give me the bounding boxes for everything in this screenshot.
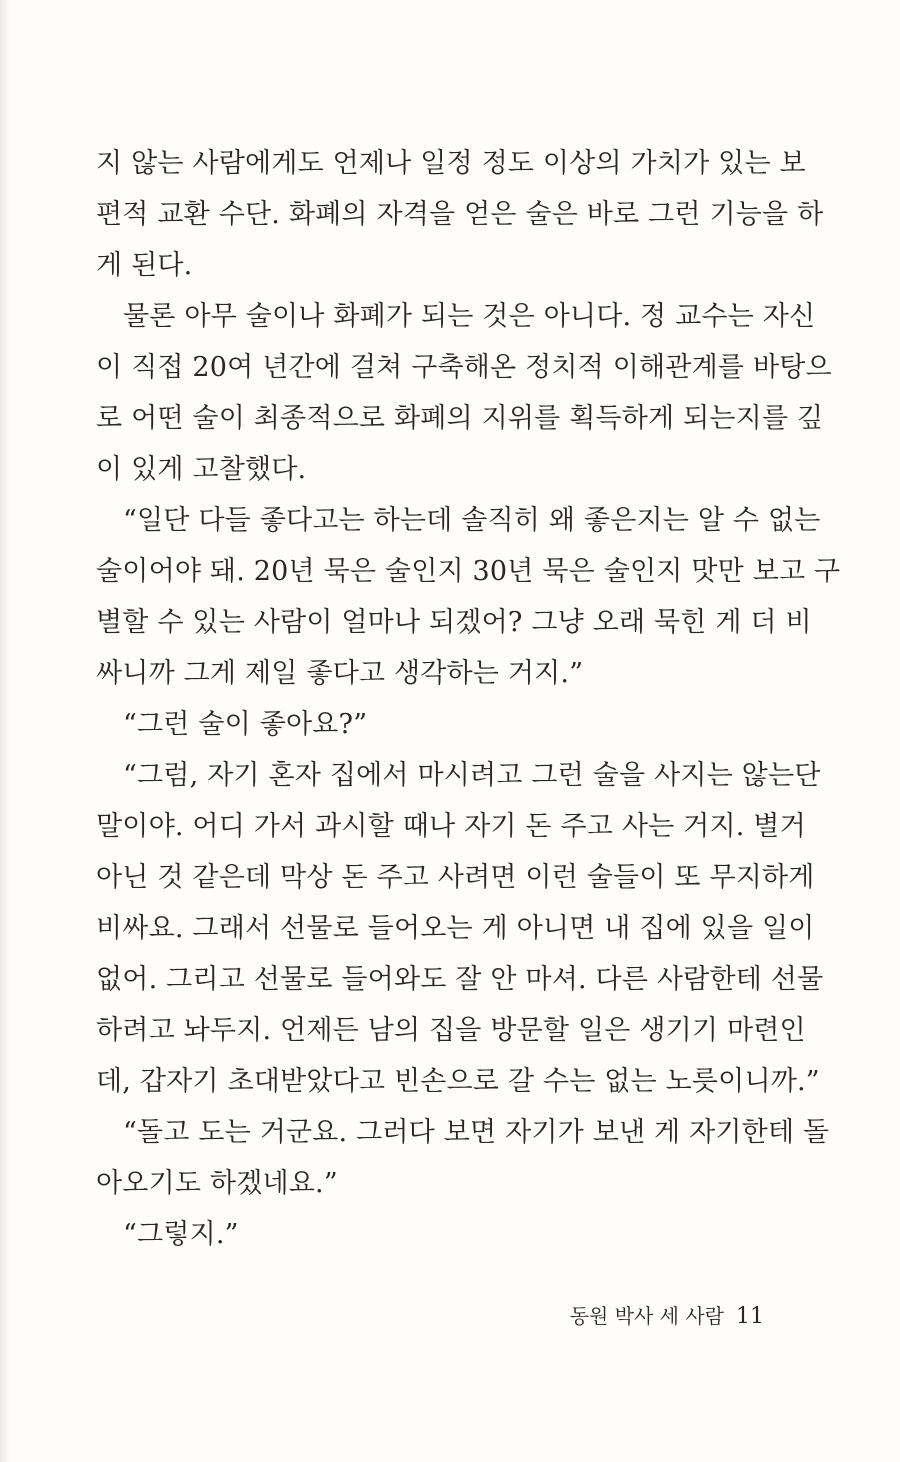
text-line: 아오기도 하겠네요.” (96, 1168, 338, 1199)
text-line: 이 직접 20여 년간에 걸쳐 구축해온 정치적 이해관계를 바탕으 (96, 352, 832, 383)
text-line: 싸니까 그게 제일 좋다고 생각하는 거지.” (96, 658, 584, 689)
text-line: “그렇지.” (123, 1219, 239, 1250)
text-line: 비싸요. 그래서 선물로 들어오는 게 아니면 내 집에 있을 일이 (96, 913, 815, 944)
page-edge-shadow (0, 0, 10, 1462)
text-line: 아닌 것 같은데 막상 돈 주고 사려면 이런 술들이 또 무지하게 (96, 862, 815, 893)
text-line: 하려고 놔두지. 언제든 남의 집을 방문할 일은 생기기 마련인 (96, 1015, 806, 1046)
running-title: 동원 박사 세 사람 (569, 1304, 724, 1328)
text-line: 지 않는 사람에게도 언제나 일정 정도 이상의 가치가 있는 보 (96, 148, 806, 179)
text-line: 별할 수 있는 사람이 얼마나 되겠어? 그냥 오래 묵힌 게 더 비 (96, 607, 812, 638)
text-line: “그럼, 자기 혼자 집에서 마시려고 그런 술을 사지는 않는단 (123, 760, 821, 791)
text-line: “일단 다들 좋다고는 하는데 솔직히 왜 좋은지는 알 수 없는 (123, 505, 821, 536)
text-line: 없어. 그리고 선물로 들어와도 잘 안 마셔. 다른 사람한테 선물 (96, 964, 824, 995)
text-line: 이 있게 고찰했다. (96, 454, 307, 485)
body-text (96, 138, 841, 1260)
text-line: 편적 교환 수단. 화폐의 자격을 얻은 술은 바로 그런 기능을 하 (96, 199, 824, 230)
page-number: 11 (736, 1304, 764, 1329)
text-line: 술이어야 돼. 20년 묵은 술인지 30년 묵은 술인지 맛만 보고 구 (96, 556, 841, 587)
text-line: “그런 술이 좋아요?” (123, 709, 368, 740)
text-line: 말이야. 어디 가서 과시할 때나 자기 돈 주고 사는 거지. 별거 (96, 811, 806, 842)
text-line: 물론 아무 술이나 화폐가 되는 것은 아니다. 정 교수는 자신 (123, 301, 816, 332)
text-line: 게 된다. (96, 250, 193, 281)
text-line: 로 어떤 술이 최종적으로 화폐의 지위를 획득하게 되는지를 깊 (96, 403, 824, 434)
text-line: 데, 갑자기 초대받았다고 빈손으로 갈 수는 없는 노릇이니까.” (96, 1066, 820, 1097)
text-line: “돌고 도는 거군요. 그러다 보면 자기가 보낸 게 자기한테 돌 (123, 1117, 830, 1148)
page-footer (570, 1302, 764, 1331)
